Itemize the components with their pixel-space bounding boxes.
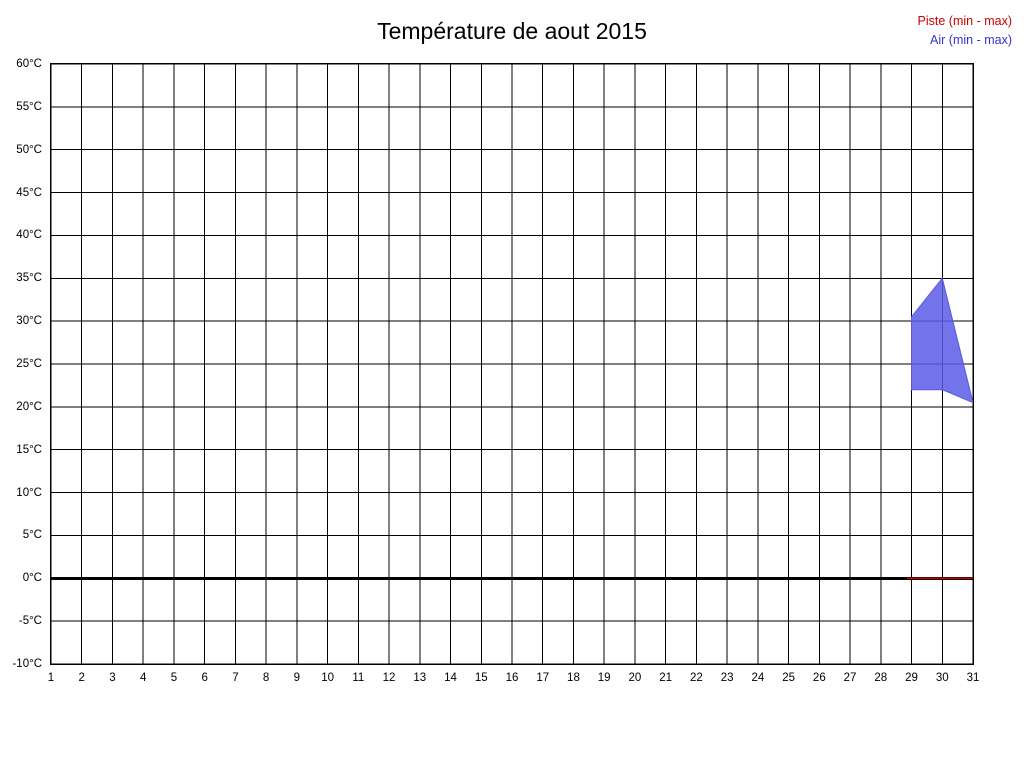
x-tick-label: 8 <box>262 672 270 684</box>
y-tick-label: 35°C <box>16 272 42 285</box>
y-tick-label: 55°C <box>16 100 42 113</box>
y-tick-label: 5°C <box>22 529 42 542</box>
y-tick-label: -10°C <box>12 658 42 670</box>
x-tick-label: 3 <box>109 672 116 684</box>
y-tick-label: 30°C <box>16 315 42 328</box>
x-tick-label: 13 <box>413 672 427 684</box>
x-tick-label: 18 <box>567 672 580 684</box>
y-tick-label: 40°C <box>16 229 42 242</box>
y-tick-label: 0°C <box>22 572 42 585</box>
y-axis-labels <box>0 58 46 670</box>
x-tick-label: 25 <box>782 672 795 684</box>
page-title: Température de aout 2015 <box>377 18 647 44</box>
x-tick-label: 17 <box>536 672 550 684</box>
plot-area <box>50 63 974 665</box>
x-tick-label: 21 <box>659 672 673 684</box>
series-band <box>912 278 973 402</box>
x-tick-label: 23 <box>720 672 734 684</box>
x-tick-label: 24 <box>751 672 765 684</box>
x-tick-label: 9 <box>293 672 301 684</box>
y-tick-label: 60°C <box>16 58 42 70</box>
x-tick-label: 20 <box>628 672 642 684</box>
x-tick-label: 12 <box>382 672 396 684</box>
x-tick-label: 6 <box>201 672 208 684</box>
x-tick-label: 14 <box>444 672 457 684</box>
x-tick-label: 10 <box>321 672 334 684</box>
x-tick-label: 28 <box>874 672 888 684</box>
x-tick-label: 26 <box>812 672 826 684</box>
y-tick-label: 20°C <box>16 400 42 413</box>
x-tick-label: 2 <box>78 672 85 684</box>
x-tick-label: 7 <box>232 672 239 684</box>
x-tick-label: 31 <box>966 672 980 684</box>
x-axis-labels <box>47 672 980 692</box>
y-tick-label: 45°C <box>16 186 42 199</box>
y-tick-label: -5°C <box>18 615 42 628</box>
x-tick-label: 30 <box>935 672 949 684</box>
chart-legend <box>918 12 1012 50</box>
x-tick-label: 4 <box>139 672 147 684</box>
x-tick-label: 11 <box>352 672 365 684</box>
legend-entry-air: Air (min - max) <box>930 33 1012 47</box>
x-tick-label: 19 <box>597 672 611 684</box>
x-tick-label: 15 <box>474 672 488 684</box>
chart-canvas <box>51 64 973 664</box>
x-tick-label: 29 <box>905 672 918 684</box>
legend-entry-piste: Piste (min - max) <box>917 14 1012 28</box>
x-tick-label: 27 <box>843 672 857 684</box>
x-tick-label: 16 <box>505 672 519 684</box>
y-tick-label: 50°C <box>16 143 42 156</box>
y-tick-label: 25°C <box>16 358 42 370</box>
y-tick-label: 10°C <box>16 486 42 499</box>
x-tick-label: 22 <box>689 672 703 684</box>
y-tick-label: 15°C <box>16 443 42 456</box>
x-tick-label: 1 <box>47 672 55 684</box>
x-tick-label: 5 <box>170 672 178 684</box>
